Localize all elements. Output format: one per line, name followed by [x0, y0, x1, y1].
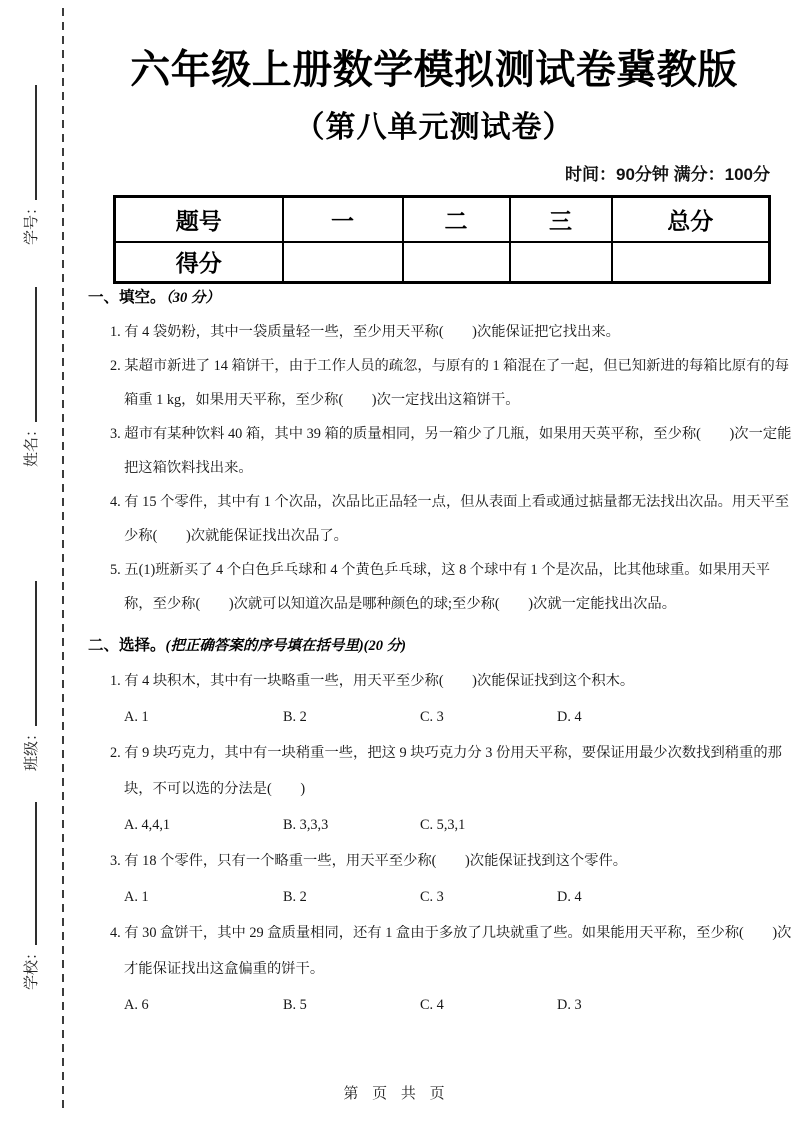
question-line: 4. 有 30 盒饼干，其中 29 盒质量相同，还有 1 盒由于多放了几块就重了些。如果能用天平称，至少称( )次 — [110, 925, 792, 941]
option-item: D. 4 — [557, 709, 582, 725]
score-cell-empty — [403, 242, 510, 283]
name-label: 姓名： — [23, 421, 40, 467]
question-line: 4. 有 15 个零件，其中有 1 个次品，次品比正品轻一点，但从表面上看或通过掂量都无法找出次品。用天平至 — [110, 494, 790, 510]
question-line: 块，不可以选的分法是( ) — [124, 781, 306, 797]
class-label: 班级： — [23, 725, 40, 771]
score-table-cell-two: 二 — [403, 197, 510, 242]
score-cell-empty — [510, 242, 612, 283]
seal-field-school — [19, 792, 41, 990]
section-multiple-choice — [88, 629, 792, 1023]
school-label: 学校： — [23, 944, 40, 990]
page-title: 六年级上册数学模拟测试卷冀教版 — [130, 48, 738, 92]
option-row — [124, 879, 788, 915]
score-table-cell-total: 总分 — [612, 197, 770, 242]
page-footer: 第 页 共 页 — [343, 1086, 450, 1102]
section-2-heading — [88, 629, 788, 663]
score-row-label: 得分 — [115, 242, 283, 283]
question-line: 2. 有 9 块巧克力，其中有一块稍重一些，把这 9 块巧克力分 3 份用天平称，要保证用最少次数找到稍重的那 — [110, 745, 782, 761]
question-line: 1. 有 4 袋奶粉，其中一袋质量轻一些，至少用天平称( )次能保证把它找出来。 — [110, 324, 620, 340]
option-item: D. 4 — [557, 889, 582, 905]
question-line: 1. 有 4 块积木，其中有一块略重一些，用天平至少称( )次能保证找到这个积木。 — [110, 673, 635, 689]
score-table-cell-three: 三 — [510, 197, 612, 242]
score-table-score-row — [115, 242, 770, 283]
seal-field-class — [19, 571, 41, 771]
option-item: B. 3,3,3 — [283, 817, 329, 833]
question-line: 少称( )次就能保证找出次品了。 — [124, 528, 348, 544]
score-table — [113, 195, 771, 284]
score-cell-empty — [283, 242, 403, 283]
question-line: 5. 五(1)班新买了 4 个白色乒乓球和 4 个黄色乒乓球，这 8 个球中有 1 个是次品，比其他球重。如果用天平 — [110, 562, 771, 578]
option-item: C. 3 — [420, 889, 444, 905]
page-subtitle: （第八单元测试卷） — [294, 111, 574, 144]
exam-meta: 时间：90分钟 满分：100分 — [565, 165, 770, 184]
question-line: 2. 某超市新进了 14 箱饼干，由于工作人员的疏忽，与原有的 1 箱混在了一起，但已知新进的每箱比原有的每 — [110, 358, 790, 374]
score-cell-empty — [612, 242, 770, 283]
section-2-heading-note: (把正确答案的序号填在括号里)(20 分) — [165, 638, 406, 654]
option-item — [557, 807, 788, 843]
school-blank-line — [35, 802, 37, 945]
score-table-header-row — [115, 197, 770, 242]
question-line: 才能保证找出这盒偏重的饼干。 — [124, 961, 325, 977]
option-item: B. 2 — [283, 889, 307, 905]
section-1-heading-text: 一、填空。 — [88, 289, 166, 306]
option-item: A. 4,4,1 — [124, 817, 171, 833]
question-line: 把这箱饮料找出来。 — [124, 460, 253, 476]
option-item: C. 4 — [420, 997, 444, 1013]
seal-field-name — [19, 277, 41, 467]
section-fill-in-blanks — [88, 281, 792, 621]
name-blank-line — [35, 287, 37, 422]
score-table-cell-timuhao: 题号 — [115, 197, 283, 242]
option-row — [124, 807, 788, 843]
exam-body — [88, 281, 792, 1023]
question-line: 3. 超市有某种饮料 40 箱，其中 39 箱的质量相同，另一箱少了几瓶，如果用天英平称，至少称( )次一定能 — [110, 426, 792, 442]
student-id-blank-line — [35, 85, 37, 200]
option-item: A. 6 — [124, 997, 149, 1013]
section-2-heading-text: 二、选择。 — [88, 637, 166, 654]
option-item: B. 5 — [283, 997, 307, 1013]
option-item: B. 2 — [283, 709, 307, 725]
score-table-cell-one: 一 — [283, 197, 403, 242]
option-item: D. 3 — [557, 997, 582, 1013]
student-id-label: 学号： — [23, 199, 40, 245]
question-line: 称，至少称( )次就可以知道次品是哪种颜色的球;至少称( )次就一定能找出次品。 — [124, 596, 676, 612]
question-line: 箱重 1 kg，如果用天平称，至少称( )次一定找出这箱饼干。 — [124, 392, 520, 408]
option-item: A. 1 — [124, 889, 149, 905]
option-item: C. 3 — [420, 709, 444, 725]
class-blank-line — [35, 581, 37, 726]
section-1-heading — [88, 281, 788, 315]
option-item: C. 5,3,1 — [420, 817, 466, 833]
option-row — [124, 987, 788, 1023]
question-line: 3. 有 18 个零件，只有一个略重一些，用天平至少称( )次能保证找到这个零件。 — [110, 853, 628, 869]
section-1-heading-note: （30 分） — [165, 290, 220, 306]
seal-field-student-id — [19, 75, 41, 245]
option-item: A. 1 — [124, 709, 149, 725]
option-row — [124, 699, 788, 735]
seal-dashed-divider — [62, 8, 64, 1114]
